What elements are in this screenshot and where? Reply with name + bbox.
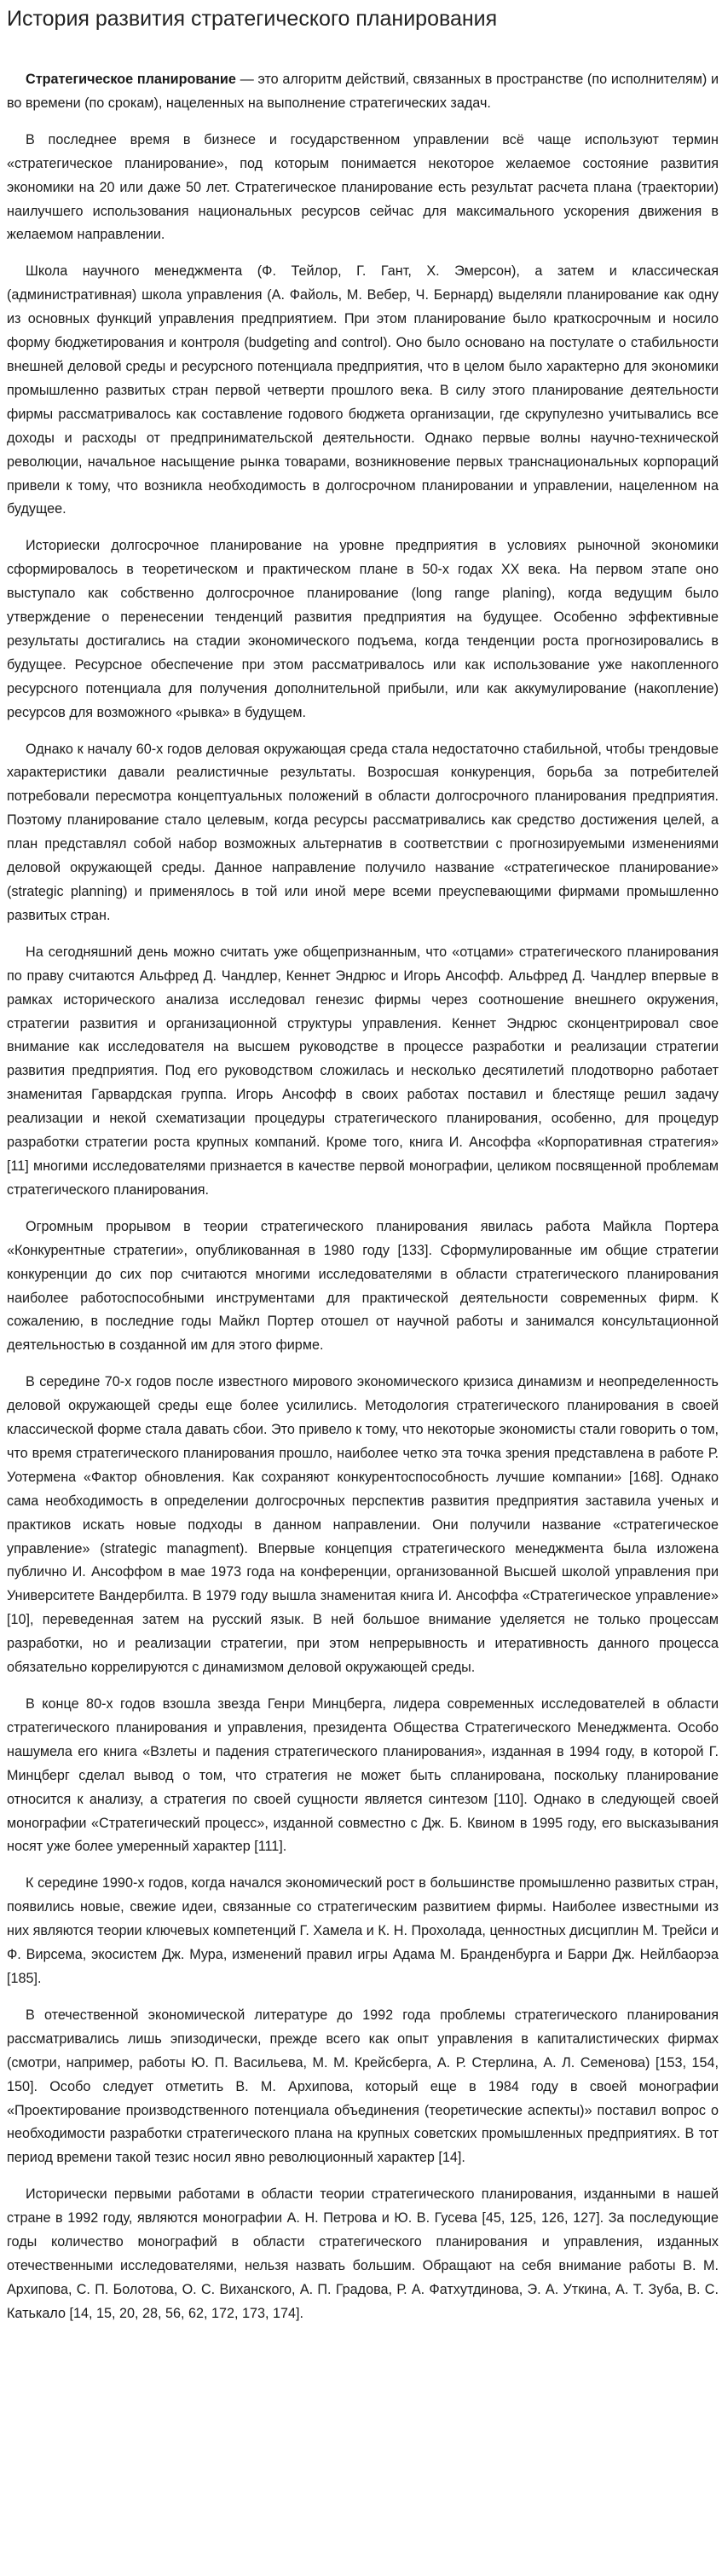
definition-text: — это алгоритм действий, связанных в пространстве (по исполнителям) и во времени (по срокам), нацеленных на выполнение стратегических задач. — [7, 72, 719, 111]
paragraph-3: Историески долгосрочное планирование на уровне предприятия в условиях рыночной экономики сформировалось в теоретическом и практическом плане в 50-х годах XX века. На первом этапе оно выступало как собственно долгосрочное планирование (long range planing), когда ведущим было утверждение о перенесении тенденций развития предприятия на будущее. Особенно эффективные результаты достигались на стадии экономического подъема, когда тенденции роста прогнозировались в будущее. Ресурсное обеспечение при этом рассматривалось или как использование уже накопленного ресурсного потенциала для получения дополнительной прибыли, или как аккумулирование (накопление) ресурсов для возможного «рывка» в будущем. — [7, 538, 719, 720]
paragraph-4: Однако к началу 60-х годов деловая окружающая среда стала недостаточно стабильной, чтобы трендовые характеристики давали реалистичные результаты. Возросшая конкуренция, борьба за потребителей потребовали пересмотра концептуальных положений в области долгосрочного планирования предприятия. Поэтому планирование стало целевым, когда ресурсы рассматривались как средство достижения целей, а план представлял собой набор возможных альтернатив в соответствии с прогнозируемыми изменениями деловой окружающей среды. Данное направление получило название «стратегическое планирование» (strategic planning) и применялось в той или иной мере всеми преуспевающими фирмами промышленно развитых стран. — [7, 741, 719, 923]
intro-paragraph — [7, 68, 719, 116]
definition-term: Стратегическое планирование — [26, 72, 236, 87]
paragraph-1: В последнее время в бизнесе и государственном управлении всё чаще используют термин «стратегическое планирование», под которым понимается некоторое желаемое состояние развития экономики на 20 или даже 50 лет. Стратегическое планирование есть результат расчета плана (траектории) наилучшего использования национальных ресурсов сейчас для максимального ускорения движения в желаемом направлении. — [7, 131, 719, 243]
paragraph-6: Огромным прорывом в теории стратегического планирования явилась работа Майкла Портера «Конкурентные стратегии», опубликованная в 1980 году [133]. Сформулированные им общие стратегии конкуренции до сих пор считаются многими исследователями в области стратегического планирования наиболее работоспособными инструментами для практической деятельности современных фирм. К сожалению, в последние годы Майкл Портер отошел от научной работы и занимался консультационной деятельностью в созданной им для этого фирме. — [7, 1218, 719, 1354]
paragraph-2: Школа научного менеджмента (Ф. Тейлор, Г. Гант, Х. Эмерсон), а затем и классическая (административная) школа управления (А. Файоль, М. Вебер, Ч. Бернард) выделяли планирование как одну из основных функций управления предприятием. При этом планирование было краткосрочным и носило форму бюджетирования и контроля (budgeting and control). Оно было основано на постулате о стабильности внешней деловой среды и ресурсного потенциала предприятия, что в целом было характерно для экономики промышленно развитых стран первой четверти прошлого века. В силу этого планирование деятельности фирмы рассматривалось как составление годового бюджета организации, где скрупулезно учитывались все доходы и расходы от предпринимательской деятельности. Однако первые волны научно-технической революции, начальное насыщение рынка товарами, возникновение первых транснациональных корпораций привели к тому, что возникла необходимость в долгосрочном планировании и управлении, нацеленном на будущее. — [7, 263, 719, 517]
paragraph-11: Исторически первыми работами в области теории стратегического планирования, изданными в нашей стране в 1992 году, являются монографии А. Н. Петрова и Ю. В. Гусева [45, 125, 126, 127]. За последующие годы количество монографий в области стратегического планирования и управления, изданных отечественными исследователями, нельзя назвать большим. Обращают на себя внимание работы В. М. Архипова, С. П. Болотова, О. С. Виханского, А. П. Градова, Р. А. Фатхутдинова, Э. А. Уткина, А. Т. Зуба, В. С. Катькало [14, 15, 20, 28, 56, 62, 172, 173, 174]. — [7, 2186, 719, 2321]
paragraph-8: В конце 80-х годов взошла звезда Генри Минцберга, лидера современных исследователей в области стратегического планирования и управления, президента Общества Стратегического Менеджмента. Особо нашумела его книга «Взлеты и падения стратегического планирования», изданная в 1994 году, в которой Г. Минцберг сделал вывод о том, что стратегия не может быть спланирована, поскольку планирование относится к анализу, а стратегия по своей сущности является синтезом [110]. Однако в следующей своей монографии «Стратегический процесс», изданной совместно с Дж. Б. Квином в 1995 году, его высказывания носят уже более умеренный характер [111]. — [7, 1696, 719, 1855]
paragraph-10: В отечественной экономической литературе до 1992 года проблемы стратегического планирования рассматривались лишь эпизодически, прежде всего как опыт управления в капиталистических фирмах (смотри, например, работы Ю. П. Васильева, М. М. Крейсберга, А. Р. Стерлина, А. Л. Семенова) [153, 154, 150]. Особо следует отметить В. М. Архипова, который еще в 1984 году в своей монографии «Проектирование производственного потенциала объединения (теоретические аспекты)» поставил вопрос о необходимости разработки стратегического плана на крупных советских промышленных предприятиях. В тот период времени такой тезис носил явно революционный характер [14]. — [7, 2007, 719, 2166]
paragraph-7: В середине 70-х годов после известного мирового экономического кризиса динамизм и неопределенность деловой окружающей среды еще более усилились. Методология стратегического планирования в своей классической форме стала давать сбои. Это привело к тому, что некоторые экономисты стали говорить о том, что время стратегического планирования прошло, наиболее четко эта точка зрения представлена в работе Р. Уотермена «Фактор обновления. Как сохраняют конкурентоспособность лучшие компании» [168]. Однако сама необходимость в определении долгосрочных перспектив развития предприятия заставила ученых и практиков искать новые подходы в данном направлении. Они получили название «стратегическое управление» (strategic managment). Впервые концепция стратегического менеджмента была изложена публично И. Ансоффом в мае 1973 года на конференции, организованной Высшей школой управления при Университете Вандербилта. В 1979 году вышла знаменитая книга И. Ансоффа «Стратегическое управление» [10], переведенная затем на русский язык. В ней большое внимание уделяется не только процессам разработки, но и реализации стратегии, при этом непрерывность и итеративность данного процесса обязательно коррелируются с динамизмом деловой окружающей среды. — [7, 1374, 719, 1676]
article-body — [7, 68, 719, 2326]
paragraph-9: К середине 1990-х годов, когда начался экономический рост в большинстве промышленно развитых стран, появились новые, свежие идеи, связанные со стратегическим развитием фирмы. Наиболее известными из них являются теории ключевых компетенций Г. Хамела и К. Н. Прохолада, ценностных дисциплин М. Трейси и Ф. Вирсема, экосистем Дж. Мура, изменений правил игры Адама М. Бранденбурга и Барри Дж. Нейлбаорэа [185]. — [7, 1875, 719, 1986]
paragraph-5: На сегодняшний день можно считать уже общепризнанным, что «отцами» стратегического планирования по праву считаются Альфред Д. Чандлер, Кеннет Эндрюс и Игорь Ансофф. Альфред Д. Чандлер впервые в рамках исторического анализа исследовал генезис фирмы через соотношение внешнего окружения, стратегии развития и организационной структуры управления. Кеннет Эндрюс сконцентрировал свое внимание как исследователя на высшем руководстве в процессе разработки и реализации стратегии развития предприятия. Под его руководством сложилась и несколько десятилетий плодотворно работает знаменитая Гарвардская группа. Игорь Ансофф в своих работах поставил и блестяще решил задачу реализации и некой схематизации процедуры стратегического планирования, особенно, для процедур разработки стратегии роста крупных компаний. Кроме того, книга И. Ансоффа «Корпоративная стратегия» [11] многими исследователями признается в качестве первой монографии, целиком посвященной проблемам стратегического планирования. — [7, 944, 719, 1198]
page-title: История развития стратегического планирования — [7, 7, 498, 31]
